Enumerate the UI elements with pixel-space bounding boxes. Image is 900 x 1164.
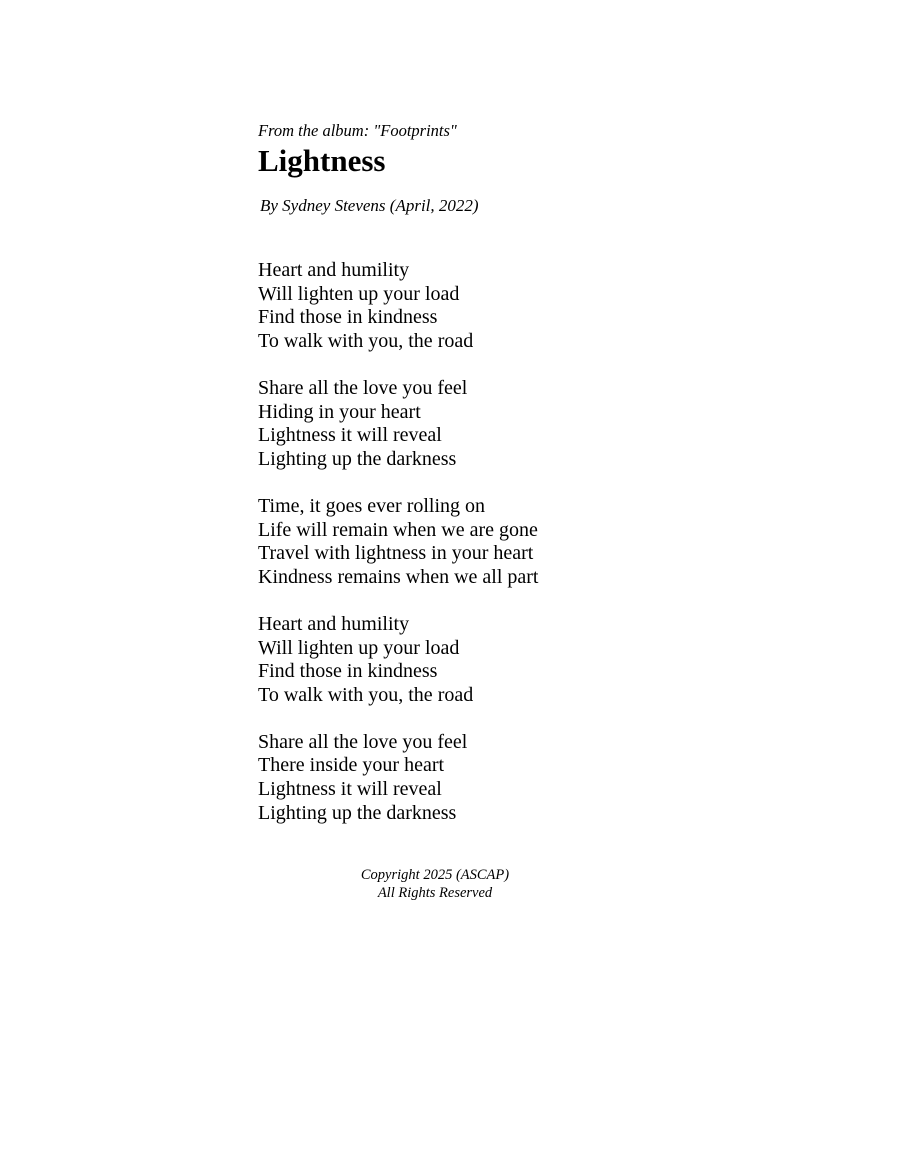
lyric-line: Heart and humility — [258, 259, 410, 281]
copyright-notice: Copyright 2025 (ASCAP) — [360, 867, 510, 883]
lyric-line: Find those in kindness — [258, 306, 438, 329]
lyric-line: Lightness it will reveal — [258, 778, 442, 801]
lyric-line: Lightness it will reveal — [258, 424, 442, 447]
lyric-line: To walk with you, the road — [258, 683, 474, 706]
lyric-line: There inside your heart — [258, 754, 445, 777]
lyric-line: Share all the love you feel — [258, 376, 468, 399]
lyric-line: To walk with you, the road — [258, 329, 474, 352]
stanza-3 — [258, 495, 758, 589]
lyric-line: Heart and humility — [258, 612, 410, 635]
lyric-line: Kindness remains when we all part — [258, 565, 539, 588]
lyric-line: Time, it goes ever rolling on — [258, 494, 486, 517]
stanza-5 — [258, 731, 758, 825]
rights-notice: All Rights Reserved — [377, 885, 493, 901]
author-byline: By Sydney Stevens (April, 2022) — [260, 196, 479, 215]
lyric-line: Lighting up the darkness — [258, 801, 457, 824]
album-line: From the album: "Footprints" — [258, 121, 457, 140]
lyric-line: Life will remain when we are gone — [258, 518, 538, 541]
lyric-line: Hiding in your heart — [258, 400, 421, 423]
stanza-4 — [258, 613, 758, 707]
copyright-footer — [300, 866, 570, 902]
lyric-line: Find those in kindness — [258, 660, 438, 683]
lyric-line: Travel with lightness in your heart — [258, 542, 534, 565]
stanza-2 — [258, 377, 758, 471]
lyric-line: Will lighten up your load — [258, 282, 460, 305]
lyrics-body — [258, 259, 758, 849]
lyric-line: Will lighten up your load — [258, 636, 460, 659]
song-title: Lightness — [258, 143, 386, 178]
lyric-line: Share all the love you feel — [258, 730, 468, 753]
lyric-line: Lighting up the darkness — [258, 447, 457, 470]
stanza-1 — [258, 259, 758, 353]
